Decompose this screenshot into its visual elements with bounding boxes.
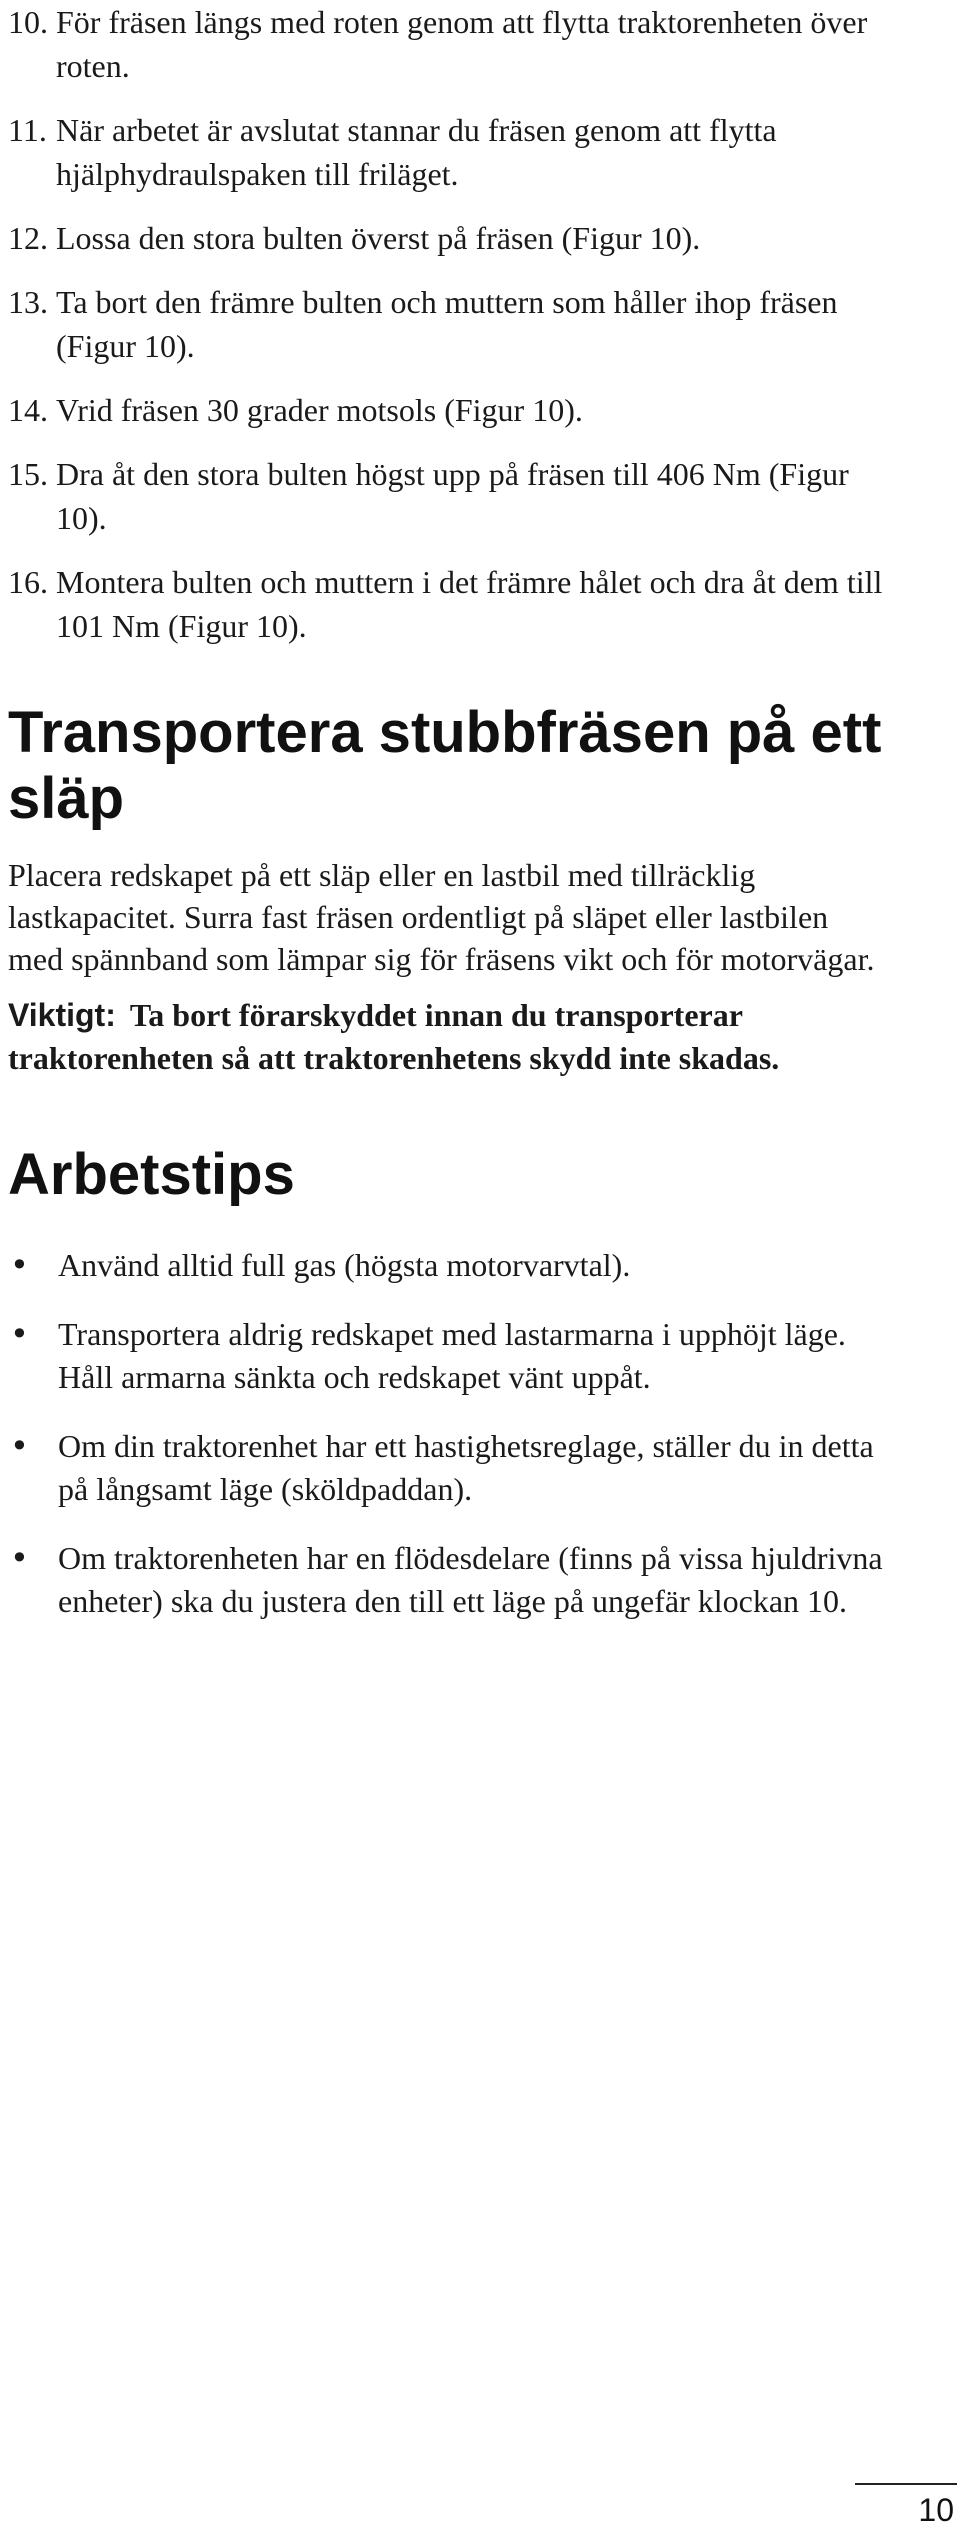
bullet-icon: •: [10, 1246, 29, 1284]
tip-text: Transportera aldrig redskapet med lastarmarna i upphöjt läge. Håll armarna sänkta och redskapet vänt uppåt.: [58, 1316, 846, 1395]
tip-text: Om din traktorenhet har ett hastighetsreglage, ställer du in detta på långsamt läge (sköldpaddan).: [58, 1428, 874, 1507]
step-text: För fräsen längs med roten genom att flytta traktorenheten över roten.: [56, 4, 868, 84]
bullet-icon: •: [10, 1427, 29, 1465]
step-item: [8, 108, 888, 196]
step-text: Vrid fräsen 30 grader motsols (Figur 10).: [56, 392, 583, 428]
document-page: [8, 0, 888, 1649]
step-item: [8, 388, 888, 432]
step-number: 12.: [8, 220, 48, 256]
step-item: [8, 280, 888, 368]
step-text: Ta bort den främre bulten och muttern som håller ihop fräsen (Figur 10).: [56, 284, 838, 364]
tip-text: Använd alltid full gas (högsta motorvarvtal).: [58, 1247, 631, 1283]
step-item: [8, 0, 888, 88]
bullet-icon: •: [10, 1315, 29, 1353]
step-text: Montera bulten och muttern i det främre hålet och dra åt dem till 101 Nm (Figur 10).: [56, 564, 883, 644]
important-text: Ta bort förarskyddet innan du transporterar traktorenheten så att traktorenhetens skydd inte skadas.: [8, 997, 780, 1076]
tips-section-heading: Arbetstips: [8, 1142, 295, 1207]
step-item: [8, 452, 888, 540]
tips-bullet-list: [8, 1244, 888, 1623]
important-label: Viktigt:: [8, 997, 116, 1033]
step-item: [8, 216, 888, 260]
transport-paragraph: Placera redskapet på ett släp eller en lastbil med tillräcklig lastkapacitet. Surra fast fräsen ordentligt på släpet eller lastbilen med spännband som lämpar sig för fräsens vikt och för motorvägar.: [8, 857, 875, 977]
procedure-steps-list: [8, 0, 888, 648]
footer-rule: [855, 2483, 957, 2485]
tip-item: [8, 1313, 888, 1399]
step-number: 14.: [8, 392, 48, 428]
step-text: Dra åt den stora bulten högst upp på fräsen till 406 Nm (Figur 10).: [56, 456, 849, 536]
step-number: 10.: [8, 4, 48, 40]
step-number: 13.: [8, 284, 48, 320]
step-text: När arbetet är avslutat stannar du fräsen genom att flytta hjälphydraulspaken till friläget.: [56, 112, 777, 192]
tip-item: [8, 1244, 888, 1287]
important-notice: [8, 994, 888, 1080]
tip-item: [8, 1425, 888, 1511]
page-number: 10: [918, 2492, 954, 2528]
step-item: [8, 560, 888, 648]
transport-section-heading: Transportera stubbfräsen på ett släp: [8, 700, 882, 831]
step-text: Lossa den stora bulten överst på fräsen (Figur 10).: [56, 220, 701, 256]
tip-text: Om traktorenheten har en flödesdelare (finns på vissa hjuldrivna enheter) ska du justera den till ett läge på ungefär klockan 10.: [58, 1540, 883, 1619]
step-number: 16.: [8, 564, 48, 600]
step-number: 15.: [8, 456, 48, 492]
tip-item: [8, 1537, 888, 1623]
bullet-icon: •: [10, 1539, 29, 1577]
step-number: 11.: [8, 112, 47, 148]
